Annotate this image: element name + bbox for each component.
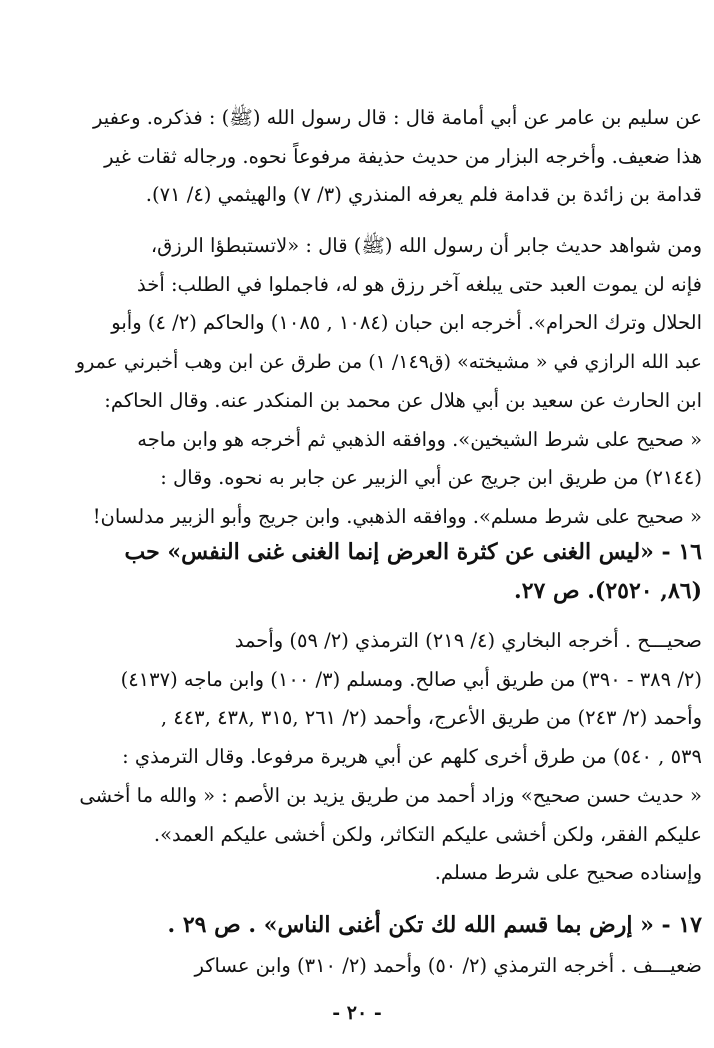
text-line: عن سليم بن عامر عن أبي أمامة قال : قال رسول الله (ﷺ) : فذكره. وعفير	[92, 106, 702, 129]
text-line: وأحمد (٢/ ٢٤٣) من طريق الأعرج، وأحمد (٢/ ٢٦١ ,٣١٥ ,٤٣٨ ,٤٤٣ ,	[160, 706, 702, 730]
heading-line: (٨٦, ٢٥٢٠). ص ٢٧.	[514, 578, 702, 604]
text-line: (٢/ ٣٨٩ - ٣٩٠) من طريق أبي صالح. ومسلم (٣/ ١٠٠) وابن ماجه (٤١٣٧)	[120, 667, 702, 691]
text-line: « صحيح على شرط الشيخين». ووافقه الذهبي ثم أخرجه هو وابن ماجه	[137, 427, 702, 451]
text-line: « حديث حسن صحيح» وزاد أحمد من طريق يزيد بن الأصم : « والله ما أخشى	[79, 783, 702, 807]
paragraph-4	[62, 947, 702, 986]
text-line: وإسناده صحيح على شرط مسلم.	[434, 861, 702, 885]
text-line: عبد الله الرازي في « مشيخته» (ق١٤٩/ ١) من طرق عن ابن وهب أخبرني عمرو	[75, 351, 702, 374]
hadith-17-heading	[62, 906, 702, 945]
heading-line: ١٦ - «ليس الغنى عن كثرة العرض إنما الغنى غنى النفس» حب	[124, 539, 702, 565]
paragraph-1	[62, 99, 702, 215]
text-line: ومن شواهد حديث جابر أن رسول الله (ﷺ) قال : «لاتستبطؤا الرزق،	[150, 234, 702, 257]
text-line: هذا ضعيف. وأخرجه البزار من حديث حذيفة مرفوعاً نحوه. ورجاله ثقات غير	[104, 144, 702, 168]
text-line: ٥٣٩ , ٥٤٠) من طرق أخرى كلهم عن أبي هريرة مرفوعا. وقال الترمذي :	[122, 745, 702, 769]
paragraph-2	[62, 227, 702, 537]
text-line: (٢١٤٤) من طريق ابن جريج عن أبي الزبير عن جابر به نحوه. وقال :	[160, 466, 702, 490]
heading-line: ١٧ - « إرض بما قسم الله لك تكن أغنى الناس» . ص ٢٩ .	[167, 912, 702, 938]
text-line: « صحيح على شرط مسلم». ووافقه الذهبي. وابن جريج وأبو الزبير مدلسان!	[92, 504, 702, 528]
text-line: عليكم الفقر، ولكن أخشى عليكم التكاثر، ولكن أخشى عليكم العمد».	[153, 822, 702, 846]
text-line: فإنه لن يموت العبد حتى يبلغه آخر رزق هو له، فاجملوا في الطلب: أخذ	[137, 272, 702, 296]
text-line: الحلال وترك الحرام». أخرجه ابن حبان (١٠٨٤ , ١٠٨٥) والحاكم (٢/ ٤) وأبو	[111, 311, 702, 335]
text-line: ابن الحارث عن سعيد بن أبي هلال عن محمد بن المنكدر عنه. وقال الحاكم:	[104, 388, 702, 412]
page-number: - ٢٠ -	[332, 1002, 382, 1024]
paragraph-3	[62, 622, 702, 893]
hadith-16-heading	[62, 533, 702, 611]
text-line: صحيـــح . أخرجه البخاري (٤/ ٢١٩) الترمذي (٢/ ٥٩) وأحمد	[234, 629, 702, 652]
text-line: ضعيـــف . أخرجه الترمذي (٢/ ٥٠) وأحمد (٢/ ٣١٠) وابن عساكر	[194, 954, 702, 977]
text-line: قدامة بن زائدة بن قدامة فلم يعرفه المنذري (٣/ ٧) والهيثمي (٤/ ٧١).	[145, 183, 702, 207]
